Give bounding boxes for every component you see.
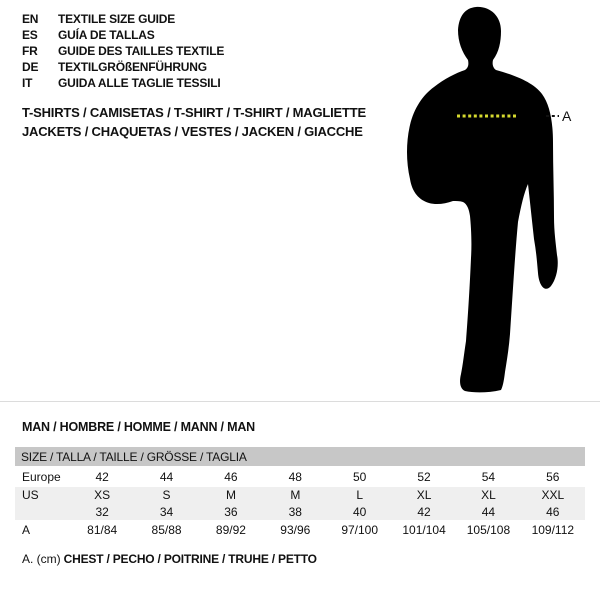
size-value-cell: XL <box>481 488 496 502</box>
category-lines <box>22 103 366 141</box>
size-table <box>15 447 585 540</box>
size-value-cell: XL <box>416 488 432 502</box>
size-table-header: SIZE / TALLA / TAILLE / GRÖSSE / TAGLIA <box>15 447 585 466</box>
category-line-jackets: JACKETS / CHAQUETAS / VESTES / JACKEN / GIACCHE <box>22 124 363 139</box>
man-silhouette <box>400 4 575 394</box>
size-value-cell: 44 <box>481 504 496 519</box>
size-value-cell: 40 <box>353 504 367 519</box>
size-value-cell: L <box>356 488 364 502</box>
size-value-cell: XXL <box>541 488 565 502</box>
language-row <box>22 75 224 91</box>
language-code: FR <box>22 44 38 58</box>
size-value-cell: 85/88 <box>151 523 182 537</box>
language-row <box>22 11 224 27</box>
man-silhouette-path <box>407 7 558 392</box>
footnote-prefix: A. (cm) <box>22 552 61 566</box>
language-row <box>22 27 224 43</box>
section-title-man: MAN / HOMBRE / HOMME / MANN / MAN <box>22 420 255 434</box>
table-row <box>15 520 585 540</box>
size-value-cell: 52 <box>417 469 431 484</box>
size-value-cell: 44 <box>159 469 174 484</box>
size-value-cell: 38 <box>288 504 302 519</box>
language-row <box>22 59 224 75</box>
category-line-tshirts: T-SHIRTS / CAMISETAS / T-SHIRT / T-SHIRT / MAGLIETTE <box>22 105 366 120</box>
language-label: TEXTILGRÖßENFÜHRUNG <box>58 60 207 74</box>
size-value-cell: 36 <box>224 504 238 519</box>
size-value-cell: 109/112 <box>531 523 575 537</box>
size-value-cell: S <box>162 488 171 502</box>
size-value-cell: XS <box>94 488 111 502</box>
size-value-cell: 101/104 <box>402 523 446 537</box>
language-code: ES <box>22 28 38 42</box>
language-label: GUIDA ALLE TAGLIE TESSILI <box>58 76 221 90</box>
language-label: TEXTILE SIZE GUIDE <box>58 12 176 26</box>
size-value-cell: 93/96 <box>280 523 311 537</box>
row-label: A <box>22 523 31 537</box>
table-row <box>15 487 585 503</box>
size-value-cell: 34 <box>159 504 174 519</box>
size-value-cell: 89/92 <box>215 523 246 537</box>
size-value-cell: 48 <box>288 469 302 484</box>
size-value-cell: 32 <box>95 504 109 519</box>
row-label: Europe <box>22 469 61 484</box>
measurement-footnote <box>22 552 317 566</box>
size-value-cell: 54 <box>481 469 496 484</box>
size-value-cell: 97/100 <box>341 523 379 537</box>
section-divider <box>0 401 600 402</box>
language-code: DE <box>22 60 39 74</box>
language-code: IT <box>22 76 33 90</box>
size-value-cell: 105/108 <box>466 523 511 537</box>
size-value-cell: 46 <box>224 469 238 484</box>
man-silhouette-figure <box>400 4 575 394</box>
row-label <box>15 503 70 520</box>
size-value-cell: 42 <box>417 504 431 519</box>
size-table-rows <box>15 466 585 540</box>
size-value-cell: 81/84 <box>87 523 118 537</box>
size-value-cell: M <box>225 488 236 502</box>
row-label: US <box>22 488 39 502</box>
language-code: EN <box>22 12 39 26</box>
size-value-cell: 56 <box>546 469 560 484</box>
size-value-cell: 42 <box>95 469 109 484</box>
language-label: GUIDE DES TAILLES TEXTILE <box>58 44 225 58</box>
size-value-cell: 46 <box>546 504 560 519</box>
measure-label-a: A <box>562 108 572 124</box>
footnote-text: CHEST / PECHO / POITRINE / TRUHE / PETTO <box>63 552 317 566</box>
table-row <box>15 503 585 520</box>
language-row <box>22 43 224 59</box>
size-value-cell: M <box>290 488 301 502</box>
size-value-cell: 50 <box>353 469 367 484</box>
table-row <box>15 466 585 487</box>
language-label: GUÍA DE TALLAS <box>58 28 155 42</box>
language-guide <box>22 11 224 91</box>
